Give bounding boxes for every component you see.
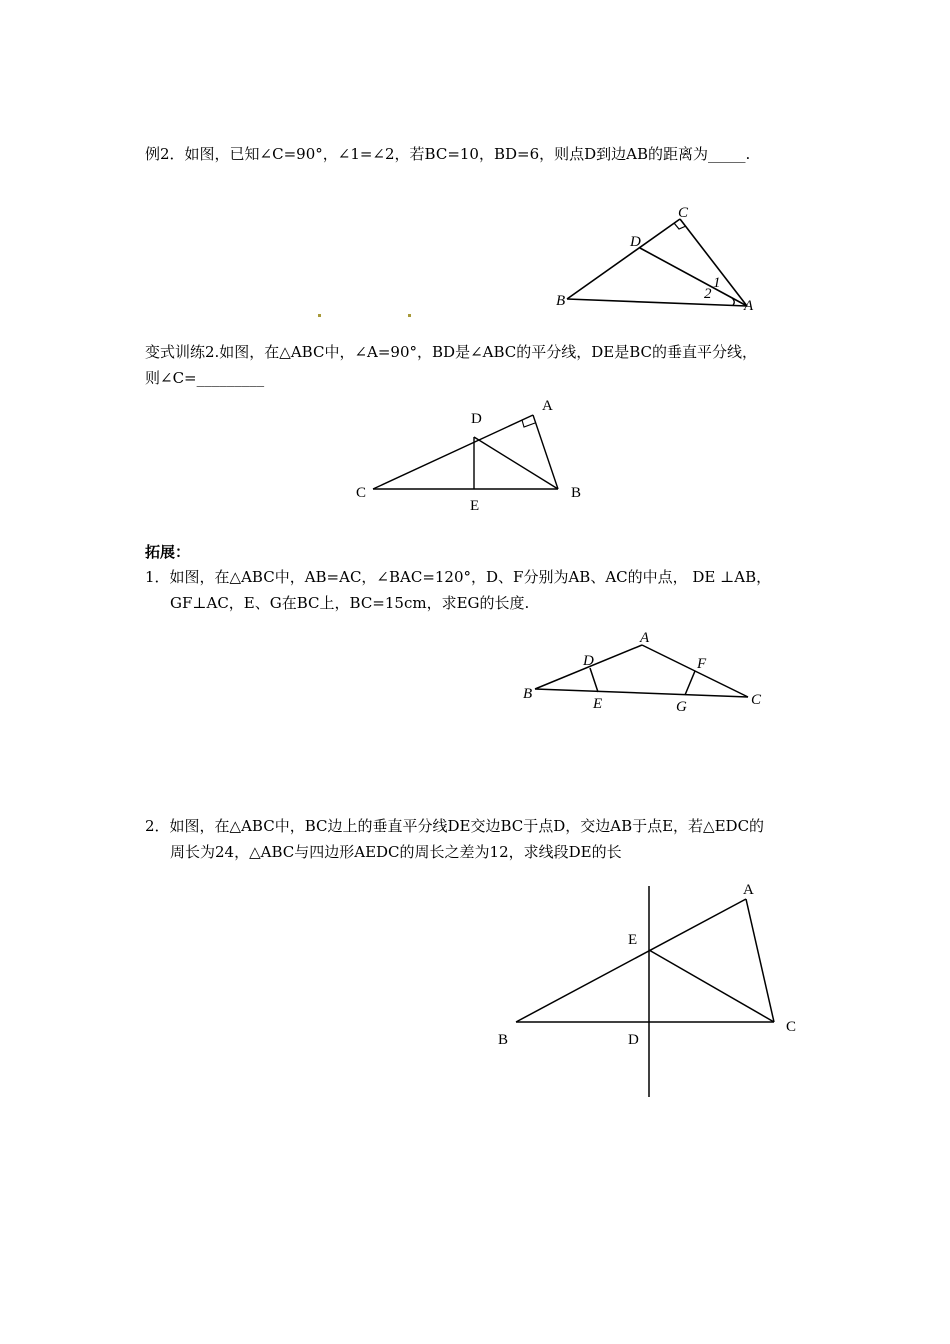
label-C: C <box>786 1019 797 1035</box>
extension-q2-line1: 2．如图，在△ABC中，BC边上的垂直平分线DE交边BC于点D，交边AB于点E，若△EDC的 <box>145 817 765 835</box>
segment-EC <box>649 950 774 1022</box>
segment-BA <box>516 899 746 1022</box>
label-B: B <box>571 485 582 501</box>
extension-q1-line2: GF⊥AC，E、G在BC上，BC=15cm，求EG的长度. <box>170 594 530 612</box>
label-C: C <box>678 205 689 221</box>
label-E: E <box>628 932 638 948</box>
label-D: D <box>583 653 594 669</box>
label-D: D <box>628 1032 639 1048</box>
label-angle1: 1 <box>713 275 721 291</box>
extension-q1-line1: 1．如图，在△ABC中，AB=AC，∠BAC=120°，D、F分别为AB、AC的中点， DE ⊥AB， <box>145 568 772 586</box>
extension-heading: 拓展： <box>145 543 191 561</box>
label-C: C <box>356 485 367 501</box>
label-B: B <box>556 293 566 309</box>
label-G: G <box>676 699 687 715</box>
variant2-question-line1: 变式训练2.如图，在△ABC中，∠A=90°，BD是∠ABC的平分线，DE是BC的垂直平分线， <box>145 343 757 361</box>
label-E: E <box>470 498 480 514</box>
label-D: D <box>471 411 482 427</box>
segment-AC <box>746 899 774 1022</box>
label-angle2: 2 <box>704 286 712 302</box>
label-A: A <box>640 630 650 646</box>
variant2-question-line2: 则∠C=_________ <box>145 369 265 387</box>
label-A: A <box>542 398 553 414</box>
label-C: C <box>751 692 762 708</box>
extension-q2-line2: 周长为24，△ABC与四边形AEDC的周长之差为12，求线段DE的长 <box>170 843 622 861</box>
label-B: B <box>523 686 533 702</box>
label-A: A <box>744 298 754 314</box>
example2-question: 例2．如图，已知∠C=90°，∠1=∠2，若BC=10，BD=6，则点D到边AB的距离为_____. <box>145 145 751 163</box>
label-E: E <box>593 696 603 712</box>
label-A: A <box>743 882 754 898</box>
label-B: B <box>498 1032 509 1048</box>
label-D: D <box>630 234 641 250</box>
label-F: F <box>697 656 707 672</box>
